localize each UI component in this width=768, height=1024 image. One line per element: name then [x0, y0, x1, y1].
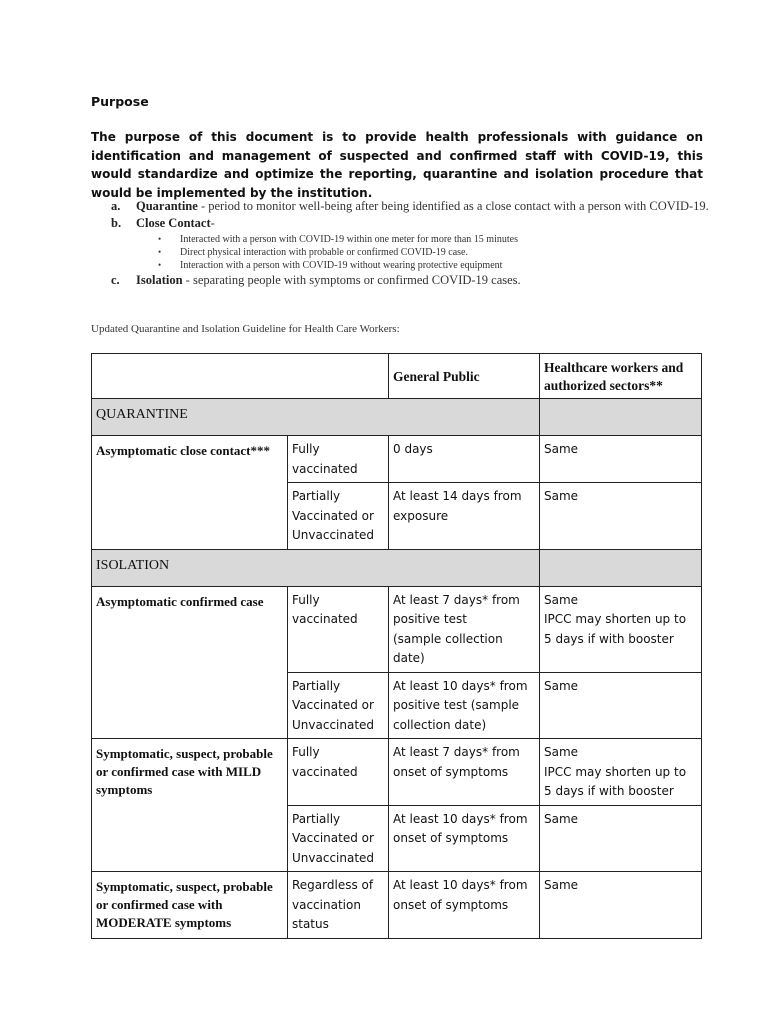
general-public-cell: At least 10 days* from positive test (sample collection date) — [389, 672, 540, 739]
table-row — [92, 872, 702, 939]
definition-text: - — [210, 216, 215, 230]
section-title-spacer — [540, 399, 702, 436]
row-group-label: Asymptomatic confirmed case — [92, 586, 288, 739]
healthcare-workers-cell: Same — [540, 872, 702, 939]
list-marker: c. — [111, 273, 120, 287]
section-row-quarantine — [92, 399, 702, 436]
guideline-table — [91, 353, 702, 939]
definition-text: - separating people with symptoms or confirmed COVID-19 cases. — [182, 273, 521, 287]
definition-isolation — [111, 273, 711, 288]
section-row-isolation — [92, 549, 702, 586]
row-group-label: Asymptomatic close contact*** — [92, 436, 288, 550]
healthcare-workers-cell: Same IPCC may shorten up to 5 days if with booster — [540, 586, 702, 672]
vaccination-status-cell: Partially Vaccinated or Unvaccinated — [288, 805, 389, 872]
list-marker: b. — [111, 216, 122, 230]
table-row — [92, 739, 702, 806]
section-title-spacer — [540, 549, 702, 586]
definition-term: Isolation — [136, 273, 183, 287]
healthcare-workers-cell: Same — [540, 672, 702, 739]
row-group-label: Symptomatic, suspect, probable or confirmed case with MILD symptoms — [92, 739, 288, 872]
table-row — [92, 586, 702, 672]
healthcare-workers-cell: Same — [540, 436, 702, 483]
table-caption: Updated Quarantine and Isolation Guideline for Health Care Workers: — [91, 323, 400, 335]
general-public-cell: At least 14 days from exposure — [389, 483, 540, 550]
header-cell-blank — [92, 354, 389, 399]
table-header-row — [92, 354, 702, 399]
general-public-cell: At least 7 days* from onset of symptoms — [389, 739, 540, 806]
section-title: ISOLATION — [92, 549, 540, 586]
general-public-cell: At least 10 days* from onset of symptoms — [389, 872, 540, 939]
general-public-cell: 0 days — [389, 436, 540, 483]
general-public-cell: At least 7 days* from positive test (sample collection date) — [389, 586, 540, 672]
purpose-paragraph: The purpose of this document is to provide health professionals with guidance on identification and management of suspected and confirmed staff with COVID-19, this would standardize and optimize the reporting, quarantine and isolation procedure that would be implemented by the institution. — [91, 130, 703, 200]
bullet-icon: • — [158, 234, 162, 244]
definition-term: Close Contact — [136, 216, 211, 230]
bullet-icon: • — [158, 247, 162, 257]
list-marker: a. — [111, 199, 121, 213]
definition-term: Quarantine — [136, 199, 198, 213]
row-group-label: Symptomatic, suspect, probable or confirmed case with MODERATE symptoms — [92, 872, 288, 939]
bullet-icon: • — [158, 260, 162, 270]
close-contact-criteria — [111, 233, 711, 272]
section-title: QUARANTINE — [92, 399, 540, 436]
list-item: • Interaction with a person with COVID-19 without wearing protective equipment — [158, 260, 503, 271]
section-heading: Purpose — [91, 94, 149, 109]
definition-close-contact — [111, 216, 711, 231]
definition-text: - period to monitor well-being after being identified as a close contact with a person with COVID-19. — [197, 199, 709, 213]
header-cell-general-public: General Public — [389, 354, 540, 399]
healthcare-workers-cell: Same — [540, 805, 702, 872]
healthcare-workers-cell: Same — [540, 483, 702, 550]
healthcare-workers-cell: Same IPCC may shorten up to 5 days if with booster — [540, 739, 702, 806]
header-cell-healthcare-workers: Healthcare workers and authorized sectors** — [540, 354, 702, 399]
list-item: • Interacted with a person with COVID-19 within one meter for more than 15 minutes — [158, 234, 518, 245]
table-row — [92, 436, 702, 483]
list-item: • Direct physical interaction with probable or confirmed COVID-19 case. — [158, 247, 468, 258]
vaccination-status-cell: Partially Vaccinated or Unvaccinated — [288, 672, 389, 739]
vaccination-status-cell: Fully vaccinated — [288, 586, 389, 672]
general-public-cell: At least 10 days* from onset of symptoms — [389, 805, 540, 872]
vaccination-status-cell: Partially Vaccinated or Unvaccinated — [288, 483, 389, 550]
vaccination-status-cell: Regardless of vaccination status — [288, 872, 389, 939]
definition-quarantine — [111, 199, 711, 214]
vaccination-status-cell: Fully vaccinated — [288, 739, 389, 806]
vaccination-status-cell: Fully vaccinated — [288, 436, 389, 483]
definitions-list — [111, 199, 711, 288]
